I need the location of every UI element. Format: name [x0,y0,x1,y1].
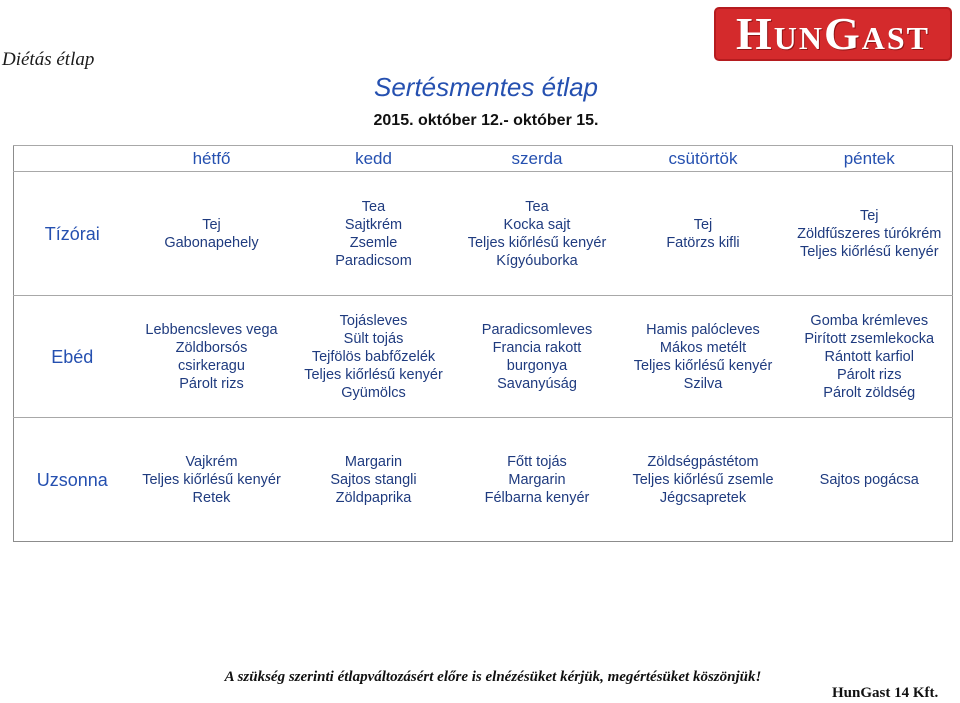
meal-label: Ebéd [14,296,131,418]
menu-item: Kocka sajt [503,216,571,233]
menu-cell [620,296,787,418]
menu-cell [455,172,620,296]
meal-label: Uzsonna [14,418,131,542]
menu-item: Jégcsapretek [659,489,747,506]
menu-item: Francia rakott [492,339,582,356]
menu-item: Zöldborsós [175,339,248,356]
menu-item: Tejfölös babfőzelék [311,348,436,365]
date-range: 2015. október 12.- október 15. [373,112,599,129]
menu-cell [131,296,293,418]
menu-item: Gabonapehely [164,234,259,251]
menu-item: Margarin [508,471,566,488]
meal-row [14,172,953,296]
menu-cell [620,418,787,542]
menu-item: Teljes kiőrlésű kenyér [142,471,281,488]
menu-item: Félbarna kenyér [484,489,590,506]
menu-item: Kígyóuborka [496,252,578,269]
day-header-row [14,146,953,172]
menu-item: Zöldfűszeres túrókrém [797,225,942,242]
menu-item: Tej [202,216,221,233]
menu-item: Tej [693,216,713,233]
menu-cell [787,296,953,418]
menu-item: Gomba krémleves [810,312,929,329]
menu-item: Lebbencsleves vega [145,321,278,338]
logo-text: HunGast [735,8,931,59]
menu-item: Gyümölcs [341,384,406,401]
meal-row [14,418,953,542]
menu-cell [293,296,455,418]
menu-cell [787,418,953,542]
menu-cell [293,172,455,296]
menu-item: Tojásleves [339,312,408,329]
menu-item: Sajtos pogácsa [819,471,919,488]
menu-cell [131,418,293,542]
day-header: szerda [455,146,620,172]
menu-item: Tea [361,198,386,215]
meal-row [14,296,953,418]
menu-item: Paradicsomleves [481,321,593,338]
menu-item: Sajtkrém [344,216,403,233]
company-name: HunGast 14 Kft. [832,685,939,701]
menu-item: Teljes kiőrlésű kenyér [304,366,443,383]
menu-item: Párolt rizs [837,366,902,383]
corner-cell [14,146,131,172]
menu-item: burgonya [506,357,568,374]
menu-item: Teljes kiőrlésű kenyér [799,243,939,260]
document-type-label: Diétás étlap [2,49,95,70]
menu-item: Párolt zöldség [823,384,916,401]
menu-item: Zöldpaprika [335,489,412,506]
menu-item: Tea [525,198,549,215]
menu-item: Zöldségpástétom [647,453,759,470]
menu-cell [620,172,787,296]
menu-item: Főtt tojás [507,453,567,470]
menu-item: Zsemle [349,234,398,251]
menu-cell [293,418,455,542]
menu-body [14,172,953,542]
menu-item: Teljes kiőrlésű kenyér [467,234,607,251]
menu-item: Teljes kiőrlésű zsemle [632,471,774,488]
day-header: csütörtök [620,146,787,172]
menu-cell [787,172,953,296]
meal-label: Tízórai [14,172,131,296]
menu-item: csirkeragu [178,357,245,374]
weekly-menu-table [13,145,953,542]
menu-item: Rántott karfiol [824,348,914,365]
menu-item: Hamis palócleves [646,321,760,338]
menu-item: Retek [192,489,231,506]
day-header: péntek [787,146,953,172]
menu-item: Sajtos stangli [330,471,417,488]
menu-item: Fatörzs kifli [666,234,740,251]
day-header: kedd [293,146,455,172]
menu-item: Savanyúság [497,375,577,392]
menu-cell [455,418,620,542]
menu-cell [131,172,293,296]
menu-item: Vajkrém [185,453,238,470]
hungast-logo [714,7,952,61]
menu-cell [455,296,620,418]
menu-item: Szilva [683,375,723,392]
menu-item: Sült tojás [343,330,404,347]
menu-item: Párolt rizs [179,375,244,392]
footer-note: A szükség szerinti étlapváltozásért előre is elnézésüket kérjük, megértésüket köszönjük! [224,669,762,685]
menu-item: Pirított zsemlekocka [804,330,935,347]
menu-item: Mákos metélt [659,339,747,356]
menu-item: Margarin [344,453,403,470]
day-header: hétfő [131,146,293,172]
page-title: Sertésmentes étlap [373,72,598,102]
menu-item: Tej [859,207,879,224]
menu-item: Paradicsom [335,252,412,269]
menu-item: Teljes kiőrlésű kenyér [633,357,773,374]
